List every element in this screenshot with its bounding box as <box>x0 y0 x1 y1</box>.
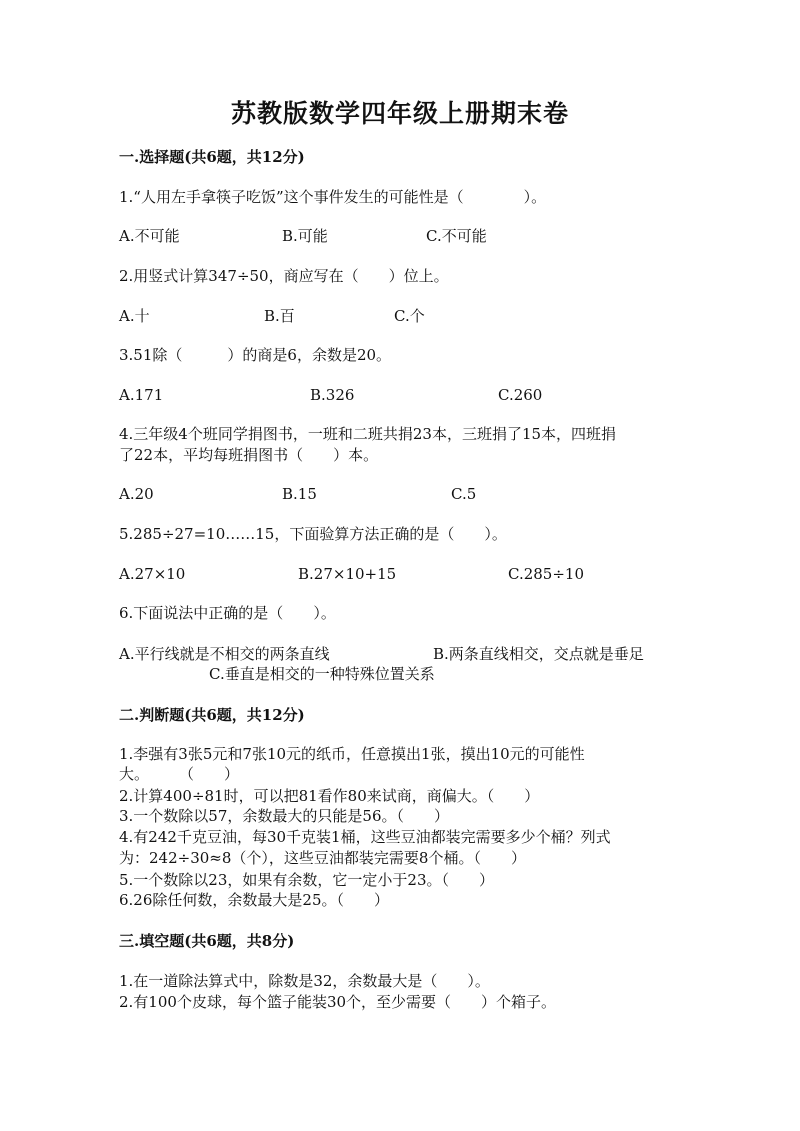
question-6-text: 6.下面说法中正确的是（ ）。 <box>119 604 336 622</box>
question-3-option-a: A.171 <box>119 386 164 404</box>
question-2-option-a: A.十 <box>119 307 150 325</box>
question-2-option-b: B.百 <box>264 307 295 325</box>
question-3-text: 3.51除（ ）的商是6，余数是20。 <box>119 346 392 364</box>
question-4-text-line-2: 了22本，平均每班捐图书（ ）本。 <box>119 446 379 464</box>
page-title: 苏教版数学四年级上册期末卷 <box>230 99 569 128</box>
question-1-option-b: B.可能 <box>282 227 328 245</box>
fill-in-line: 1.在一道除法算式中，除数是32，余数最大是（ ）。 <box>119 972 490 990</box>
question-6-option-c: C.垂直是相交的一种特殊位置关系 <box>209 665 435 683</box>
fill-in-line: 2.有100个皮球，每个篮子能装30个，至少需要（ ）个箱子。 <box>119 993 557 1011</box>
question-1-text: 1.“人用左手拿筷子吃饭”这个事件发生的可能性是（ ）。 <box>119 188 547 206</box>
section-heading-fill-in: 三.填空题(共6题，共8分) <box>119 932 295 950</box>
judgment-line: 1.李强有3张5元和7张10元的纸币，任意摸出1张，摸出10元的可能性 <box>119 745 585 763</box>
question-2-option-c: C.个 <box>394 307 425 325</box>
question-5-option-b: B.27×10+15 <box>298 565 397 583</box>
question-1-option-a: A.不可能 <box>119 227 180 245</box>
section-heading-choice: 一.选择题(共6题，共12分) <box>119 148 305 166</box>
question-4-text-line-1: 4.三年级4个班同学捐图书，一班和二班共捐23本，三班捐了15本，四班捐 <box>119 425 617 443</box>
question-5-option-a: A.27×10 <box>119 565 186 583</box>
judgment-line: 6.26除任何数，余数最大是25。（ ） <box>119 891 389 909</box>
judgment-line: 大。 （ ） <box>119 765 240 783</box>
question-1-option-c: C.不可能 <box>426 227 487 245</box>
question-5-text: 5.285÷27=10……15，下面验算方法正确的是（ ）。 <box>119 525 507 543</box>
question-3-option-c: C.260 <box>498 386 543 404</box>
judgment-line: 3.一个数除以57，余数最大的只能是56。（ ） <box>119 807 449 825</box>
question-2-text: 2.用竖式计算347÷50，商应写在（ ）位上。 <box>119 267 449 285</box>
judgment-line: 4.有242千克豆油，每30千克装1桶，这些豆油都装完需要多少个桶？列式 <box>119 828 611 846</box>
section-heading-judgment: 二.判断题(共6题，共12分) <box>119 706 305 724</box>
question-4-option-b: B.15 <box>282 485 317 503</box>
judgment-line: 为：242÷30≈8（个），这些豆油都装完需要8个桶。（ ） <box>119 849 526 867</box>
question-5-option-c: C.285÷10 <box>508 565 584 583</box>
question-3-option-b: B.326 <box>310 386 355 404</box>
question-4-option-a: A.20 <box>119 485 154 503</box>
question-4-option-c: C.5 <box>451 485 477 503</box>
question-6-option-b: B.两条直线相交，交点就是垂足 <box>433 645 644 663</box>
judgment-line: 2.计算400÷81时，可以把81看作80来试商，商偏大。（ ） <box>119 787 540 805</box>
judgment-line: 5.一个数除以23，如果有余数，它一定小于23。（ ） <box>119 871 494 889</box>
question-6-option-a: A.平行线就是不相交的两条直线 <box>119 645 330 663</box>
